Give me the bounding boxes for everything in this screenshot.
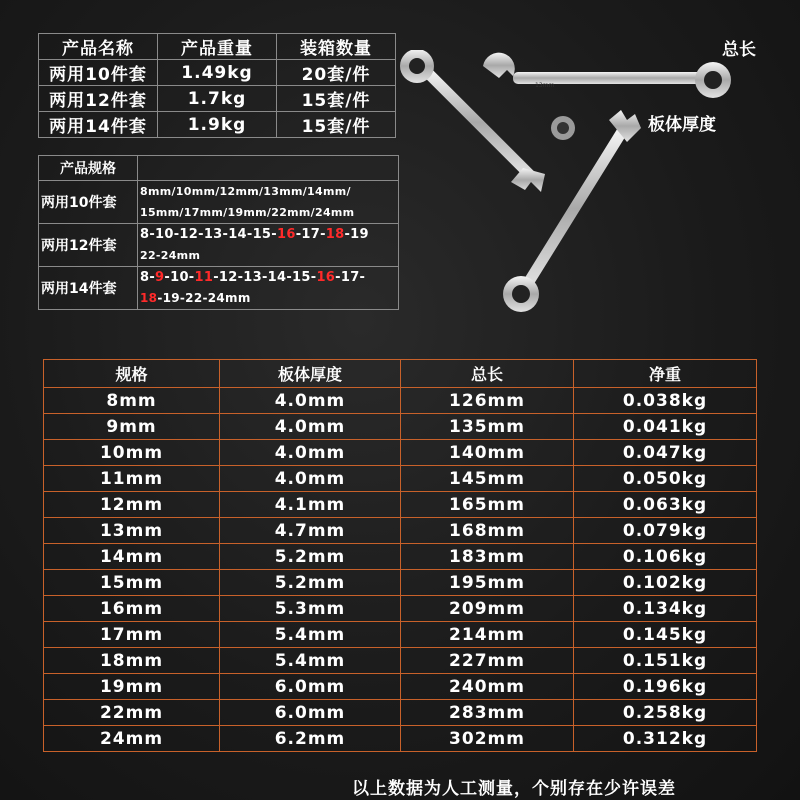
- table-row: [44, 492, 757, 518]
- table-cell: 240mm: [401, 674, 574, 700]
- spec-label: 两用10件套: [39, 181, 138, 224]
- table-row: [44, 518, 757, 544]
- table-cell: 140mm: [401, 440, 574, 466]
- header-cell: 产品重量: [158, 34, 277, 60]
- table-cell: 22mm: [44, 700, 220, 726]
- table-cell: 5.4mm: [220, 648, 401, 674]
- table-cell: 0.106kg: [574, 544, 757, 570]
- spec-table: [38, 155, 399, 310]
- diagonal-wrench: [400, 50, 545, 192]
- size-table: [43, 359, 757, 752]
- table-cell: 1.9kg: [158, 112, 277, 138]
- table-cell: 195mm: [401, 570, 574, 596]
- spec-line: 8-10-12-13-14-15-16-17-18-19: [140, 227, 369, 242]
- table-row: [44, 466, 757, 492]
- table-cell: 5.2mm: [220, 570, 401, 596]
- table-cell: 0.258kg: [574, 700, 757, 726]
- spec-header-empty: [138, 156, 399, 181]
- horizontal-wrench: [483, 53, 731, 98]
- spec-header: 产品规格: [39, 156, 138, 181]
- thickness-label: 板体厚度: [648, 115, 716, 135]
- table-cell: 227mm: [401, 648, 574, 674]
- table-cell: 0.079kg: [574, 518, 757, 544]
- table-cell: 12mm: [44, 492, 220, 518]
- table-cell: 126mm: [401, 388, 574, 414]
- table-cell: 5.2mm: [220, 544, 401, 570]
- wrench-illustration: [395, 50, 755, 320]
- table-row: [44, 414, 757, 440]
- table-cell: 0.063kg: [574, 492, 757, 518]
- table-cell: 0.312kg: [574, 726, 757, 752]
- spec-value: [138, 267, 399, 310]
- column-header: 净重: [574, 360, 757, 388]
- spec-line: 8mm/10mm/12mm/13mm/14mm/: [140, 185, 351, 198]
- table-cell: 0.145kg: [574, 622, 757, 648]
- table-cell: 11mm: [44, 466, 220, 492]
- table-cell: 4.7mm: [220, 518, 401, 544]
- table-cell: 5.3mm: [220, 596, 401, 622]
- table-row: [44, 726, 757, 752]
- spec-line: 8-9-10-11-12-13-14-15-16-17-: [140, 270, 366, 285]
- table-cell: 214mm: [401, 622, 574, 648]
- table-cell: 两用12件套: [39, 86, 158, 112]
- table-cell: 两用10件套: [39, 60, 158, 86]
- table-cell: 302mm: [401, 726, 574, 752]
- table-cell: 135mm: [401, 414, 574, 440]
- measurement-note: 以上数据为人工测量，个别存在少许误差: [352, 779, 676, 799]
- table-cell: 17mm: [44, 622, 220, 648]
- table-cell: 183mm: [401, 544, 574, 570]
- column-header: 总长: [401, 360, 574, 388]
- spec-value: [138, 181, 399, 224]
- table-cell: 8mm: [44, 388, 220, 414]
- spec-value: [138, 224, 399, 267]
- table-cell: 5.4mm: [220, 622, 401, 648]
- table-cell: 6.0mm: [220, 674, 401, 700]
- table-cell: 4.1mm: [220, 492, 401, 518]
- table-row: [44, 388, 757, 414]
- table-cell: 4.0mm: [220, 388, 401, 414]
- table-cell: 24mm: [44, 726, 220, 752]
- spec-label: 两用12件套: [39, 224, 138, 267]
- table-cell: 1.7kg: [158, 86, 277, 112]
- table-row: [44, 622, 757, 648]
- table-cell: 15套/件: [277, 112, 396, 138]
- column-header: 板体厚度: [220, 360, 401, 388]
- table-row: [44, 648, 757, 674]
- wrench-marking: 13mm: [535, 82, 555, 89]
- table-cell: 0.041kg: [574, 414, 757, 440]
- table-cell: 0.196kg: [574, 674, 757, 700]
- column-header: 规格: [44, 360, 220, 388]
- spec-label: 两用14件套: [39, 267, 138, 310]
- table-cell: 0.151kg: [574, 648, 757, 674]
- table-cell: 4.0mm: [220, 414, 401, 440]
- table-row: [44, 700, 757, 726]
- table-cell: 1.49kg: [158, 60, 277, 86]
- table-cell: 13mm: [44, 518, 220, 544]
- table-cell: 4.0mm: [220, 466, 401, 492]
- table-cell: 18mm: [44, 648, 220, 674]
- table-cell: 168mm: [401, 518, 574, 544]
- table-cell: 15套/件: [277, 86, 396, 112]
- total-length-label: 总长: [722, 40, 756, 60]
- spec-line: 18-19-22-24mm: [140, 291, 251, 305]
- table-cell: 10mm: [44, 440, 220, 466]
- table-cell: 20套/件: [277, 60, 396, 86]
- table-cell: 4.0mm: [220, 440, 401, 466]
- table-row: [44, 440, 757, 466]
- table-row: [44, 674, 757, 700]
- table-cell: 6.2mm: [220, 726, 401, 752]
- table-cell: 0.102kg: [574, 570, 757, 596]
- table-cell: 19mm: [44, 674, 220, 700]
- standing-wrench: [503, 110, 641, 312]
- table-cell: 283mm: [401, 700, 574, 726]
- table-row: [44, 570, 757, 596]
- size-table-body: [44, 388, 757, 752]
- table-cell: 6.0mm: [220, 700, 401, 726]
- table-cell: 15mm: [44, 570, 220, 596]
- table-cell: 14mm: [44, 544, 220, 570]
- header-cell: 产品名称: [39, 34, 158, 60]
- product-table: [38, 33, 396, 138]
- header-cell: 装箱数量: [277, 34, 396, 60]
- table-row: [44, 544, 757, 570]
- table-cell: 0.050kg: [574, 466, 757, 492]
- table-cell: 两用14件套: [39, 112, 158, 138]
- table-cell: 165mm: [401, 492, 574, 518]
- table-row: [44, 596, 757, 622]
- table-cell: 16mm: [44, 596, 220, 622]
- table-cell: 0.047kg: [574, 440, 757, 466]
- table-cell: 0.134kg: [574, 596, 757, 622]
- table-cell: 145mm: [401, 466, 574, 492]
- table-cell: 209mm: [401, 596, 574, 622]
- spec-line: 22-24mm: [140, 249, 201, 262]
- spec-line: 15mm/17mm/19mm/22mm/24mm: [140, 206, 355, 219]
- table-cell: 9mm: [44, 414, 220, 440]
- nut-icon: [551, 116, 575, 140]
- table-cell: 0.038kg: [574, 388, 757, 414]
